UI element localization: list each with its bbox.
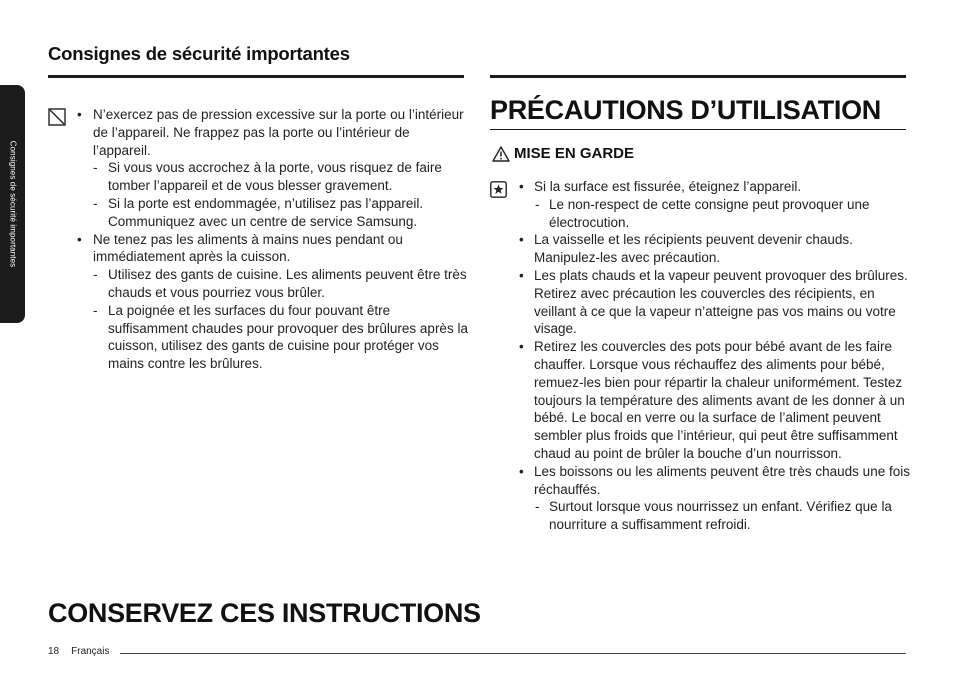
side-tab-label: Consignes de sécurité importantes bbox=[8, 140, 18, 268]
left-header-rule bbox=[48, 75, 464, 78]
list-item: • Si la surface est fissurée, éteignez l’appareil. bbox=[519, 179, 802, 194]
footer-rule bbox=[120, 653, 906, 654]
list-item: • Les plats chauds et la vapeur peuvent provoquer des brûlures. Retirez avec précaution les couvercles des récipients, en veillant à ce que la vapeur n’atteigne pas vos mains ou votre visage. bbox=[519, 267, 908, 337]
sub-item: - Le non-respect de cette consigne peut provoquer une électrocution. bbox=[535, 196, 870, 230]
sub-item: - Surtout lorsque vous nourrissez un enfant. Vérifiez que la nourriture a suffisamment refroidi. bbox=[535, 499, 892, 533]
page-number: 18 bbox=[48, 646, 60, 657]
sub-item: - Utilisez des gants de cuisine. Les aliments peuvent être très chauds et vous pourriez vous brûler. bbox=[93, 267, 467, 300]
list-item: • N’exercez pas de pression excessive sur la porte ou l’intérieur de l’appareil. Ne frappez pas la porte ou l’intérieur de l’appareil. bbox=[77, 107, 464, 158]
item-text: Retirez les couvercles des pots pour bébé avant de les faire chauffer. Lorsque vous réchauffez des aliments pour bébé, remuez-les bien pour répartir la chaleur uniformément. Testez toujours la température des aliments avant de les donner à un bébé. Le bocal en verre ou la surface de l’aliment peuvent sembler plus froids que l’intérieur, qui peut être suffisamment chaud au point de brûler la bouche d’un nourrisson. bbox=[534, 339, 905, 461]
item-text: N’exercez pas de pression excessive sur la porte ou l’intérieur de l’appareil. Ne frappez pas la porte ou l’intérieur de l’appareil. bbox=[93, 107, 464, 158]
page-footer bbox=[48, 646, 109, 657]
sub-item-text: Surtout lorsque vous nourrissez un enfant. Vérifiez que la nourriture a suffisamment refroidi. bbox=[549, 499, 892, 533]
sub-item-text: Si vous vous accrochez à la porte, vous risquez de faire tomber l’appareil et de vous blesser gravement. bbox=[108, 160, 442, 194]
item-text: La vaisselle et les récipients peuvent devenir chauds. Manipulez-les avec précaution. bbox=[534, 232, 853, 266]
list-item: • Les boissons ou les aliments peuvent être très chauds une fois réchauffés. bbox=[519, 463, 910, 497]
left-column bbox=[48, 106, 468, 373]
item-text: Les boissons ou les aliments peuvent être très chauds une fois réchauffés. bbox=[534, 463, 910, 497]
item-text: Si la surface est fissurée, éteignez l’appareil. bbox=[534, 179, 802, 194]
sub-item-text: Le non-respect de cette consigne peut provoquer une électrocution. bbox=[549, 196, 870, 230]
sub-item-text: Si la porte est endommagée, n’utilisez pas l’appareil. Communiquez avec un centre de service Samsung. bbox=[108, 195, 424, 229]
page-title: PRÉCAUTIONS D’UTILISATION bbox=[490, 95, 882, 125]
sub-item: - Si la porte est endommagée, n’utilisez pas l’appareil. Communiquez avec un centre de service Samsung. bbox=[93, 195, 424, 229]
caution-heading bbox=[492, 145, 634, 162]
title-rule bbox=[490, 129, 906, 130]
sub-item-text: La poignée et les surfaces du four pouvant être suffisamment chaudes pour provoquer des brûlures après la cuisson, utilisez des gants de cuisine pour protéger vos mains contre les brûlures. bbox=[108, 302, 468, 372]
sub-item-text: Utilisez des gants de cuisine. Les aliments peuvent être très chauds et vous pourriez vous brûler. bbox=[108, 267, 467, 300]
right-column bbox=[490, 178, 910, 534]
list-item: • Retirez les couvercles des pots pour bébé avant de les faire chauffer. Lorsque vous réchauffez des aliments pour bébé, remuez-les bien pour répartir la chaleur uniformément. Testez toujours la température des aliments avant de les donner à un bébé. Le bocal en verre ou la surface de l’aliment peuvent sembler plus froids que l’intérieur, qui peut être suffisamment chaud au point de brûler la bouche d’un nourrisson. bbox=[519, 339, 905, 461]
footer-title: CONSERVEZ CES INSTRUCTIONS bbox=[48, 598, 481, 628]
right-header-rule bbox=[490, 75, 906, 78]
list-item: • Ne tenez pas les aliments à mains nues pendant ou immédiatement après la cuisson. bbox=[77, 231, 403, 265]
caution-label: MISE EN GARDE bbox=[514, 145, 635, 162]
item-text: Les plats chauds et la vapeur peuvent provoquer des brûlures. Retirez avec précaution les couvercles des récipients, en veillant à ce que la vapeur n’atteigne pas vos mains ou votre visage. bbox=[534, 267, 908, 337]
section-title: Consignes de sécurité importantes bbox=[48, 43, 350, 64]
list-item: • La vaisselle et les récipients peuvent devenir chauds. Manipulez-les avec précaution. bbox=[519, 232, 853, 266]
footer-language: Français bbox=[71, 646, 110, 657]
sub-item: - La poignée et les surfaces du four pouvant être suffisamment chaudes pour provoquer des brûlures après la cuisson, utilisez des gants de cuisine pour protéger vos mains contre les brûlures. bbox=[93, 302, 468, 372]
item-text: Ne tenez pas les aliments à mains nues pendant ou immédiatement après la cuisson. bbox=[93, 231, 403, 265]
sub-item: - Si vous vous accrochez à la porte, vous risquez de faire tomber l’appareil et de vous blesser gravement. bbox=[93, 160, 442, 194]
warning-triangle-icon bbox=[492, 146, 510, 162]
